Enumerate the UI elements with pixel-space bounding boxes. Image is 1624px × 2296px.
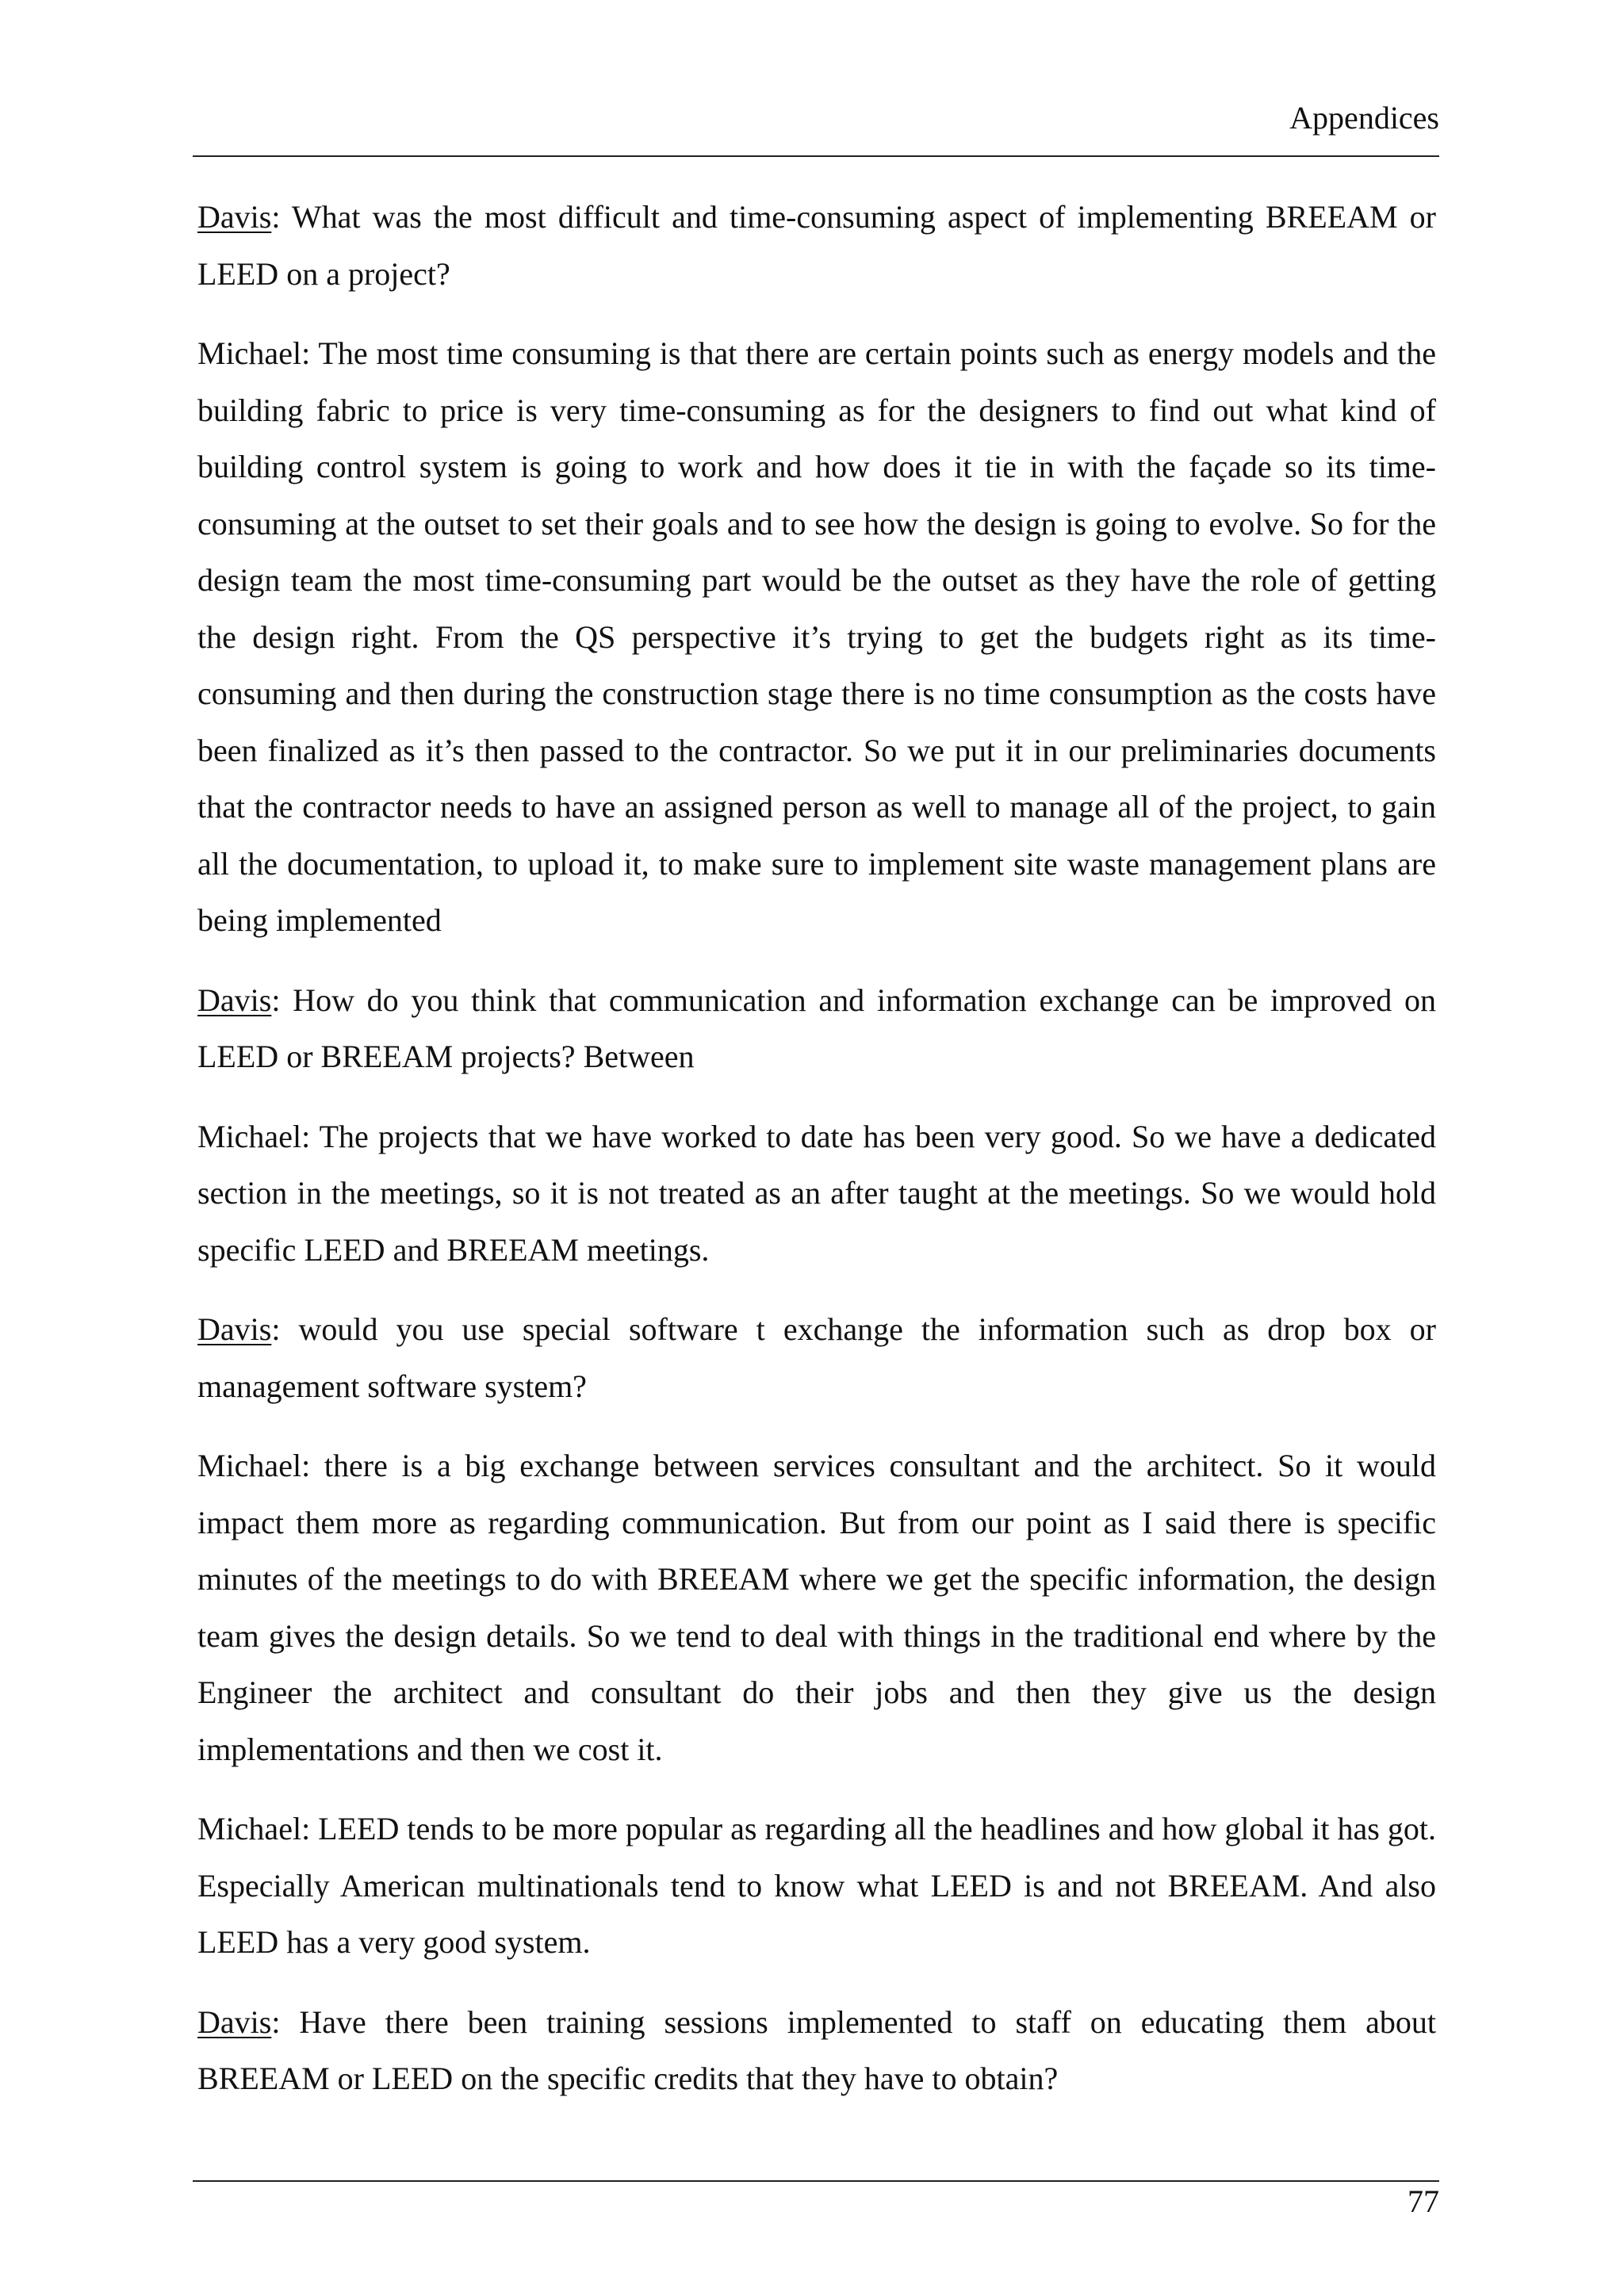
paragraph-text: : The projects that we have worked to date has been very good. So we have a dedicated section in the meetings, so it is not treated as an after taught at the meetings. So we would hold specific LEED and BREEAM meetings. xyxy=(197,1118,1436,1268)
speaker-name: Michael xyxy=(197,1118,302,1154)
paragraph-text: : How do you think that communication and information exchange can be improved on LEED or BREEAM projects? Between xyxy=(197,982,1436,1074)
paragraph-text: : there is a big exchange between services consultant and the architect. So it would impact them more as regarding communication. But from our point as I said there is specific minutes of the meetings to do with BREEAM where we get the specific information, the design team gives the design details. So we tend to deal with things in the traditional end where by the Engineer the architect and consultant do their jobs and then they give us the design implementations and then we cost it. xyxy=(197,1448,1436,1767)
speaker-name: Michael xyxy=(197,1448,302,1483)
paragraph-michael-4 xyxy=(197,1800,1436,1971)
paragraph-text: : Have there been training sessions implemented to staff on educating them about BREEAM or LEED on the specific credits that they have to obtain? xyxy=(197,2003,1436,2096)
paragraph-text: : What was the most difficult and time-consuming aspect of implementing BREEAM or LEED on a project? xyxy=(197,199,1436,292)
speaker-name: Davis xyxy=(197,199,272,235)
paragraph-davis-3 xyxy=(197,1301,1436,1414)
paragraph-text: : The most time consuming is that there are certain points such as energy models and the building fabric to price is very time-consuming as for the designers to find out what kind of building control system is going to work and how does it tie in with the façade so its time-consuming at the outset to set their goals and to see how the design is going to evolve. So for the design team the most time-consuming part would be the outset as they have the role of getting the design right. From the QS perspective it’s trying to get the budgets right as its time-consuming and then during the construction stage there is no time consumption as the costs have been finalized as it’s then passed to the contractor. So we put it in our preliminaries documents that the contractor needs to have an assigned person as well to manage all of the project, to gain all the documentation, to upload it, to make sure to implement site waste management plans are being implemented xyxy=(197,335,1436,938)
speaker-name: Michael xyxy=(197,1811,302,1846)
paragraph-davis-4 xyxy=(197,1994,1436,2107)
paragraph-michael-2 xyxy=(197,1108,1436,1279)
speaker-name: Davis xyxy=(197,982,272,1018)
paragraph-davis-2 xyxy=(197,972,1436,1085)
paragraph-text: : LEED tends to be more popular as regarding all the headlines and how global it has got. Especially American multinationals tend to know what LEED is and not BREEAM. And also LEED has a very good system. xyxy=(197,1811,1436,1960)
speaker-name: Davis xyxy=(197,2003,272,2040)
footer-divider xyxy=(193,2180,1439,2182)
paragraph-michael-1 xyxy=(197,325,1436,949)
header-title: Appendices xyxy=(1289,100,1439,136)
paragraph-text: : would you use special software t exchange the information such as drop box or management software system? xyxy=(197,1311,1436,1404)
paragraph-davis-1 xyxy=(197,189,1436,302)
page-number: 77 xyxy=(1408,2183,1439,2219)
speaker-name: Michael xyxy=(197,335,302,371)
interview-transcript xyxy=(197,189,1436,2130)
page-header xyxy=(193,92,1439,157)
paragraph-michael-3 xyxy=(197,1437,1436,1777)
speaker-name: Davis xyxy=(197,1311,272,1347)
